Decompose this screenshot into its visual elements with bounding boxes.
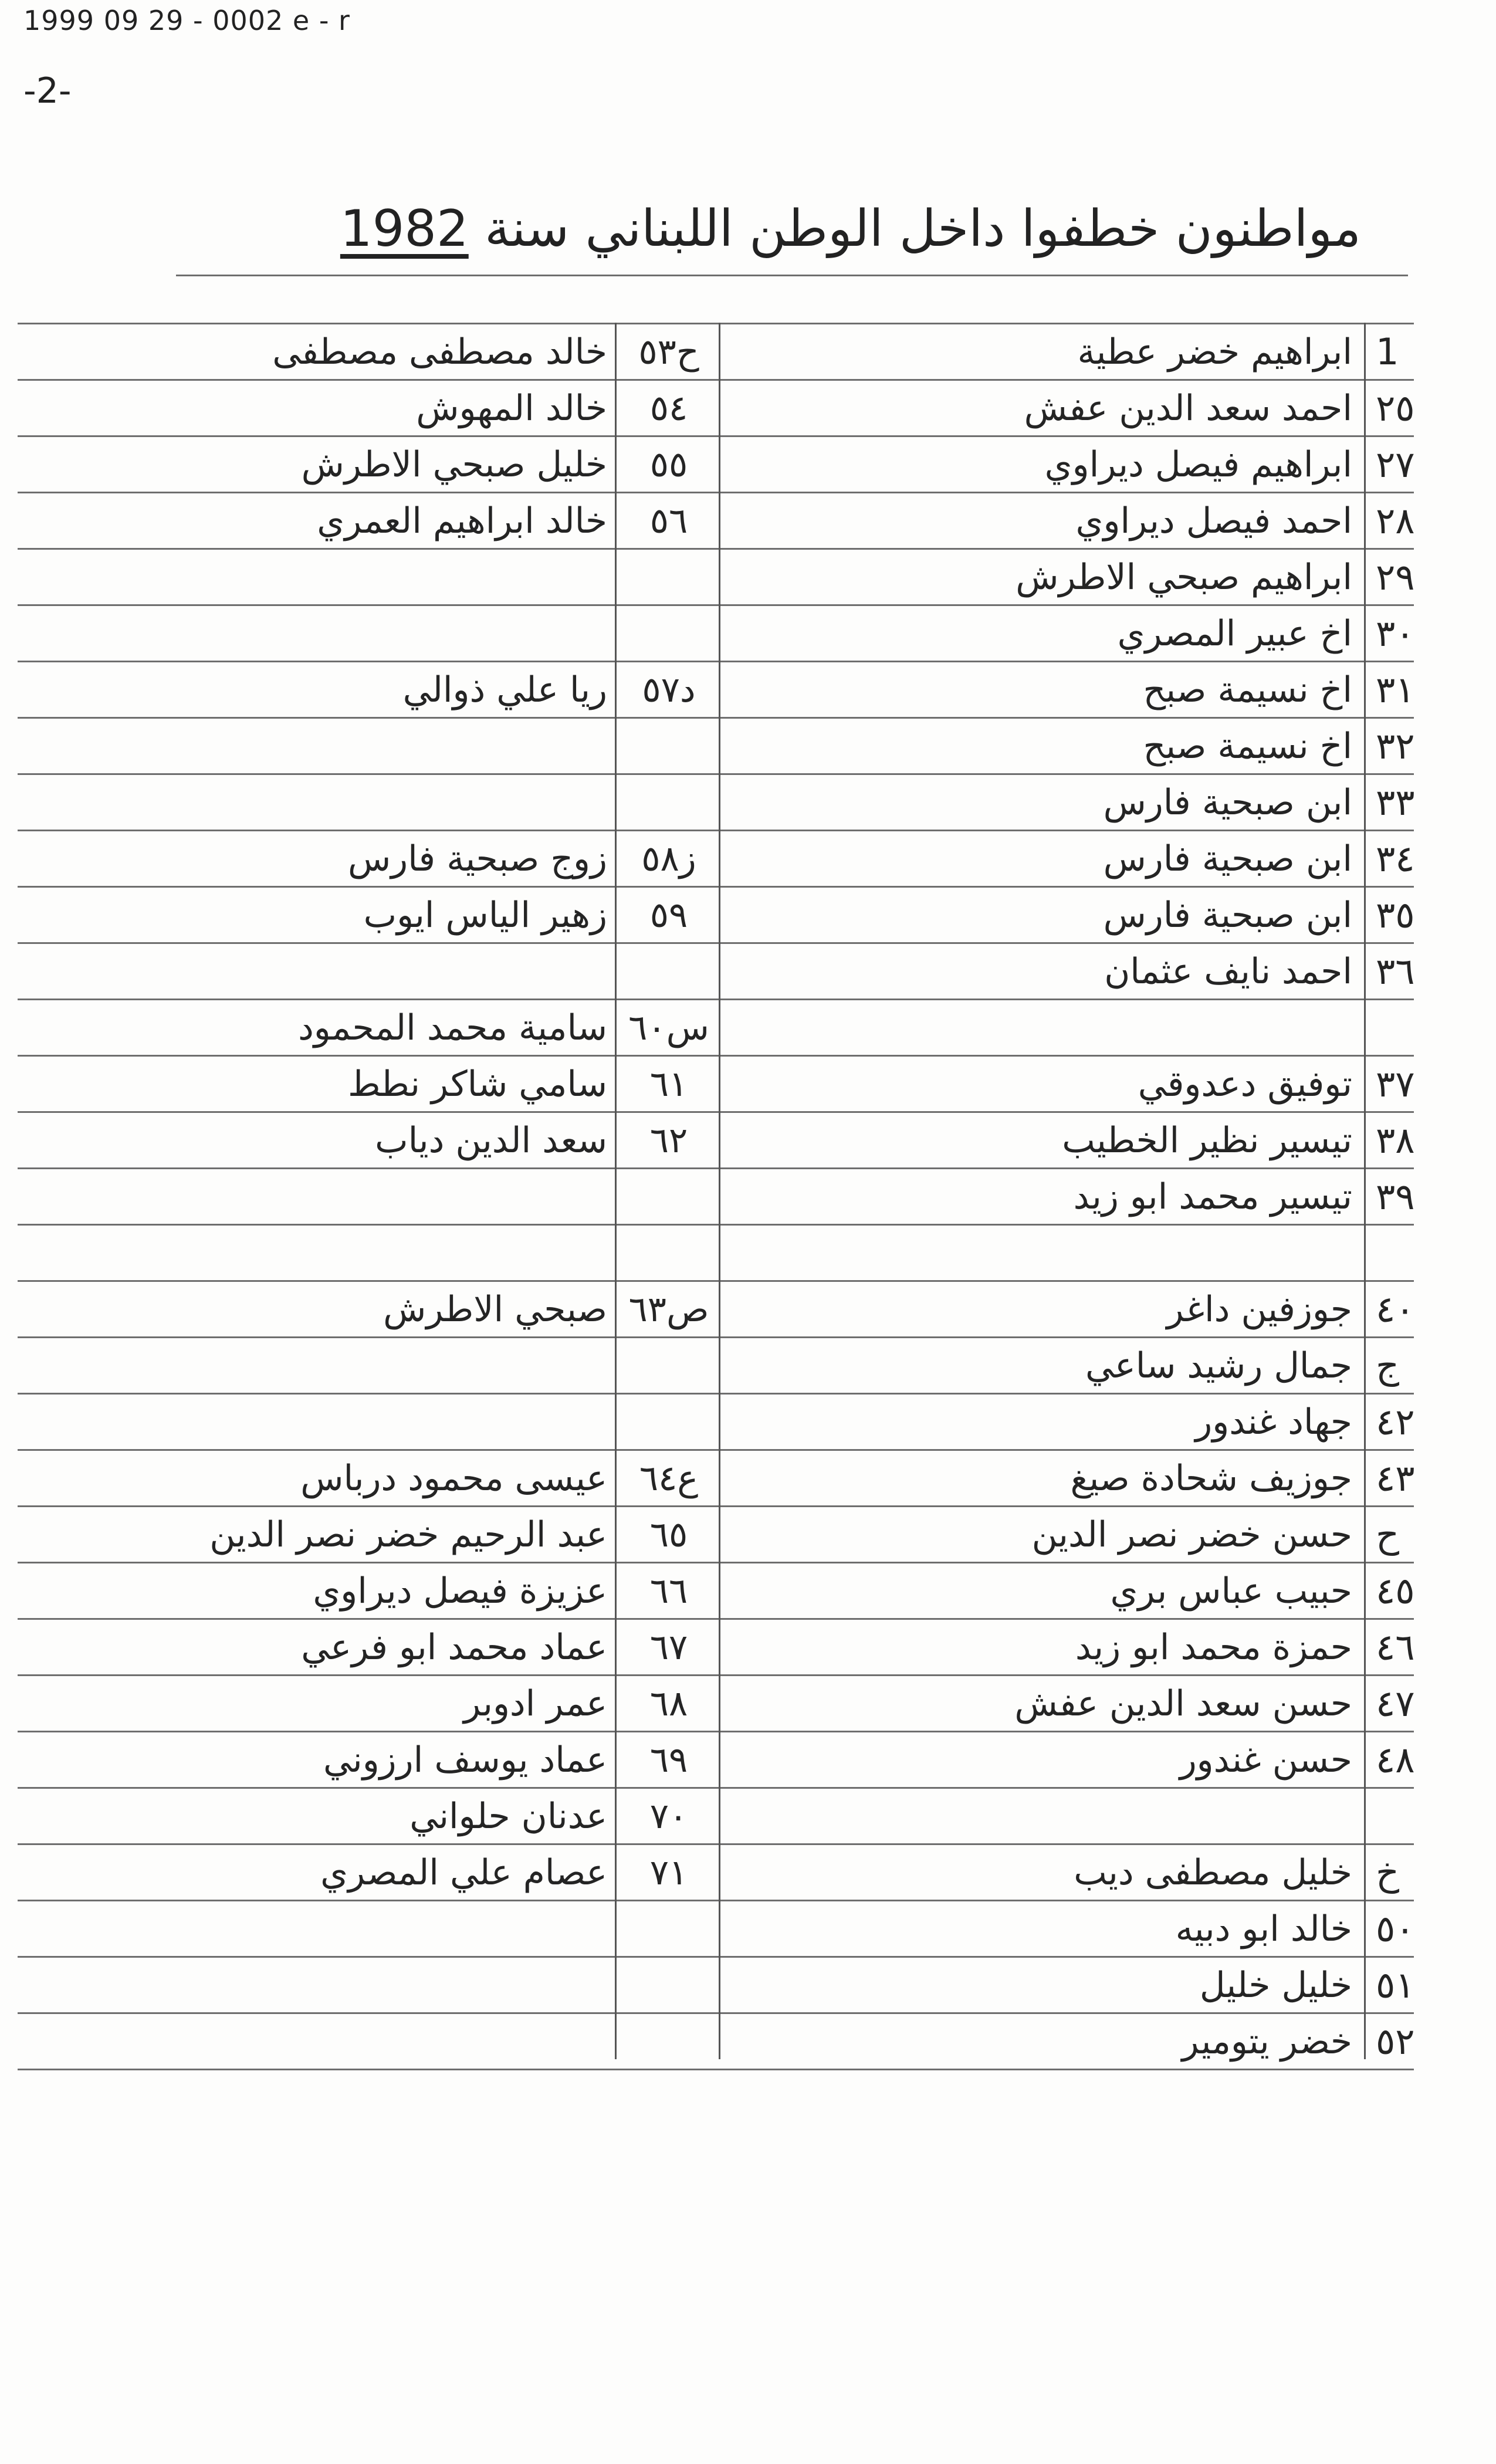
right-entry-number: ٣٣	[1376, 781, 1415, 824]
right-entry-name: احمد سعد الدين عفش	[1024, 388, 1352, 429]
row-rule	[18, 942, 1414, 944]
right-entry-number: ٣٧	[1376, 1062, 1415, 1105]
left-entry-number	[622, 1227, 716, 1279]
row-rule	[18, 604, 1414, 606]
row-rule	[18, 1731, 1414, 1732]
row-rule	[18, 773, 1414, 775]
row-rule	[18, 886, 1414, 888]
left-entry-name	[35, 1903, 607, 1955]
right-entry-name	[727, 1002, 1352, 1054]
right-entry-number: ح	[1376, 1513, 1400, 1556]
right-entry-number: ٣٩	[1376, 1175, 1415, 1218]
right-entry-number: ٤٠	[1376, 1288, 1415, 1331]
right-entry-name: احمد نايف عثمان	[1104, 951, 1352, 992]
row-rule	[18, 1224, 1414, 1226]
right-entry-number: خ	[1376, 1851, 1400, 1894]
left-entry-number: ٧٠	[649, 1796, 688, 1837]
row-rule	[18, 548, 1414, 550]
right-entry-name: ابن صبحية فارس	[1103, 782, 1352, 823]
right-entry-number: ٣٢	[1376, 725, 1415, 767]
left-entry-number: ٦٦	[649, 1571, 688, 1612]
row-rule	[18, 1111, 1414, 1113]
left-entry-name: عمر ادوبر	[463, 1683, 607, 1724]
right-entry-name: اخ عبير المصري	[1117, 613, 1352, 654]
right-entry-number: ٣٥	[1376, 893, 1415, 936]
right-entry-number: ٢٨	[1376, 499, 1415, 542]
right-entry-name: تيسير نظير الخطيب	[1062, 1120, 1352, 1161]
left-entry-name: عبد الرحيم خضر نصر الدين	[209, 1514, 607, 1555]
right-entry-name: ابراهيم صبحي الاطرش	[1016, 557, 1352, 598]
left-entry-name: سامية محمد المحمود	[298, 1007, 607, 1048]
left-entry-number	[622, 1171, 716, 1223]
title-underline	[176, 275, 1408, 276]
left-entry-name	[35, 1959, 607, 2011]
right-entry-number	[1376, 1227, 1487, 1279]
right-entry-name: ابراهيم خضر عطية	[1077, 331, 1352, 373]
right-entry-number: ٥١	[1376, 1964, 1415, 2006]
left-entry-name	[35, 1396, 607, 1448]
left-entry-number: س٦٠	[628, 1007, 709, 1048]
left-entry-number	[622, 551, 716, 603]
right-entry-number: ٢٩	[1376, 556, 1415, 598]
row-rule	[18, 1618, 1414, 1620]
row-rule	[18, 661, 1414, 662]
page-title	[176, 199, 1361, 258]
right-entry-number: ٤٢	[1376, 1400, 1415, 1443]
left-entry-number	[622, 946, 716, 997]
left-entry-number	[622, 608, 716, 659]
row-rule	[18, 323, 1414, 324]
left-entry-number: ز٥٨	[641, 838, 696, 879]
row-rule	[18, 999, 1414, 1000]
left-entry-name: عماد يوسف ارزوني	[323, 1739, 607, 1781]
row-rule	[18, 1843, 1414, 1845]
left-entry-number: ٦٧	[649, 1627, 688, 1668]
row-rule	[18, 1787, 1414, 1789]
left-entry-number	[622, 1340, 716, 1392]
left-entry-number: ص٦٣	[628, 1289, 709, 1330]
left-entry-number	[622, 777, 716, 828]
right-entry-number: ٣٠	[1376, 612, 1415, 655]
column-divider-right-numbers	[719, 323, 720, 2059]
right-entry-number: ٢٧	[1376, 443, 1415, 486]
right-entry-name: ابراهيم فيصل ديراوي	[1044, 444, 1352, 485]
document-reference: 1999 09 29 - 0002 e - r	[23, 5, 350, 36]
left-entry-name: خليل صبحي الاطرش	[301, 444, 607, 485]
left-entry-name: عدنان حلواني	[409, 1796, 607, 1837]
row-rule	[18, 1562, 1414, 1563]
left-entry-number: ٦٥	[649, 1514, 688, 1555]
right-entry-number: ٣٨	[1376, 1119, 1415, 1162]
left-entry-number: ع٦٤	[639, 1458, 699, 1499]
right-entry-number: ج	[1376, 1344, 1400, 1387]
right-entry-name: توفيق دعدوقي	[1138, 1064, 1352, 1105]
right-entry-name: احمد فيصل ديراوي	[1075, 500, 1352, 541]
right-entry-number: ٣٦	[1376, 950, 1415, 993]
left-entry-name: خالد ابراهيم العمري	[317, 500, 607, 541]
left-entry-name: صبحي الاطرش	[383, 1289, 607, 1330]
left-entry-number: ح٥٣	[638, 331, 699, 373]
left-entry-number: ٥٦	[649, 500, 688, 541]
left-entry-number: د٥٧	[642, 669, 696, 710]
right-entry-name: جمال رشيد ساعي	[1085, 1345, 1352, 1386]
right-entry-name	[727, 1227, 1352, 1279]
left-entry-number	[622, 1396, 716, 1448]
row-rule	[18, 2069, 1414, 2070]
row-rule	[18, 1055, 1414, 1057]
right-entry-name: ابن صبحية فارس	[1103, 895, 1352, 936]
row-rule	[18, 1336, 1414, 1338]
right-entry-number: ٤٦	[1376, 1626, 1415, 1668]
right-entry-number: ٤٧	[1376, 1682, 1415, 1725]
left-entry-name	[35, 777, 607, 828]
right-entry-name: خالد ابو دبيه	[1175, 1908, 1352, 1949]
row-rule	[18, 492, 1414, 493]
left-entry-name: سعد الدين دياب	[375, 1120, 607, 1161]
left-entry-name	[35, 720, 607, 772]
left-entry-name: عيسى محمود درباس	[300, 1458, 607, 1499]
left-entry-name: خالد مصطفى مصطفى	[272, 331, 607, 373]
right-entry-name: خضر يتومير	[1182, 2021, 1352, 2062]
right-entry-name: جوزيف شحادة صيغ	[1070, 1458, 1352, 1499]
right-entry-number: ٢٥	[1376, 387, 1415, 429]
right-entry-number: ٣٤	[1376, 837, 1415, 880]
left-entry-name: خالد المهوش	[416, 388, 607, 429]
row-rule	[18, 1956, 1414, 1958]
left-entry-name: ريا علي ذوالي	[402, 669, 607, 710]
left-entry-name: زوج صبحية فارس	[347, 838, 607, 879]
left-entry-number: ٦٢	[649, 1120, 688, 1161]
row-rule	[18, 435, 1414, 437]
left-entry-number	[622, 720, 716, 772]
right-entry-name: حسن سعد الدين عفش	[1014, 1683, 1352, 1724]
right-entry-number: ٣١	[1376, 668, 1415, 711]
row-rule	[18, 1900, 1414, 1901]
row-rule	[18, 1449, 1414, 1451]
left-entry-name: عزيزة فيصل ديراوي	[313, 1571, 607, 1612]
right-entry-number: ٤٣	[1376, 1457, 1415, 1500]
right-entry-number	[1376, 1002, 1487, 1054]
right-entry-name: ابن صبحية فارس	[1103, 838, 1352, 879]
right-entry-number: ٥٠	[1376, 1907, 1415, 1950]
left-entry-name	[35, 551, 607, 603]
row-rule	[18, 1674, 1414, 1676]
right-entry-name: حسن خضر نصر الدين	[1031, 1514, 1352, 1555]
right-entry-number	[1376, 1791, 1487, 1842]
left-entry-number: ٦٩	[649, 1739, 688, 1781]
row-rule	[18, 717, 1414, 719]
row-rule	[18, 1505, 1414, 1507]
right-entry-name: حمزة محمد ابو زيد	[1075, 1627, 1352, 1668]
row-rule	[18, 1393, 1414, 1395]
right-entry-name: خليل مصطفى ديب	[1074, 1852, 1352, 1893]
right-entry-name: اخ نسيمة صبح	[1143, 726, 1352, 767]
right-entry-name: جوزفين داغر	[1166, 1289, 1352, 1330]
right-entry-name: تيسير محمد ابو زيد	[1073, 1176, 1352, 1217]
left-entry-name	[35, 1171, 607, 1223]
title-text: مواطنون خطفوا داخل الوطن اللبناني سنة	[485, 199, 1361, 258]
left-entry-name	[35, 2016, 607, 2067]
row-rule	[18, 2012, 1414, 2014]
left-entry-number: ٦١	[649, 1064, 688, 1105]
right-entry-name	[727, 1791, 1352, 1842]
left-entry-name: عصام علي المصري	[320, 1852, 607, 1893]
left-entry-number	[622, 2016, 716, 2067]
left-entry-name: زهير الياس ايوب	[363, 895, 607, 936]
left-entry-name	[35, 608, 607, 659]
left-entry-number	[622, 1959, 716, 2011]
left-entry-name	[35, 1340, 607, 1392]
left-entry-number: ٥٤	[649, 388, 688, 429]
title-year: 1982	[340, 199, 469, 258]
left-entry-number: ٥٥	[649, 444, 688, 485]
left-entry-number	[622, 1903, 716, 1955]
right-entry-name: خليل خليل	[1199, 1965, 1352, 2006]
page-number: -2-	[23, 70, 72, 111]
right-entry-name: جهاد غندور	[1195, 1402, 1352, 1443]
left-entry-name	[35, 946, 607, 997]
right-entry-number: ٤٨	[1376, 1738, 1415, 1781]
row-rule	[18, 1167, 1414, 1169]
right-entry-name: حسن غندور	[1179, 1739, 1352, 1781]
left-entry-name: سامي شاكر نطط	[348, 1064, 607, 1105]
right-entry-name: حبيب عباس بري	[1110, 1571, 1352, 1612]
left-entry-name: عماد محمد ابو فرعي	[301, 1627, 607, 1668]
column-divider-right-edge	[1364, 323, 1366, 2059]
right-entry-number: 1	[1376, 330, 1399, 373]
row-rule	[18, 830, 1414, 831]
column-divider-left-numbers	[615, 323, 617, 2059]
right-entry-number: ٥٢	[1376, 2020, 1415, 2063]
left-entry-number: ٦٨	[649, 1683, 688, 1724]
left-entry-name	[35, 1227, 607, 1279]
left-entry-number: ٥٩	[649, 895, 688, 936]
row-rule	[18, 1280, 1414, 1282]
left-entry-number: ٧١	[649, 1852, 688, 1893]
row-rule	[18, 379, 1414, 381]
right-entry-name: اخ نسيمة صبح	[1143, 669, 1352, 710]
right-entry-number: ٤٥	[1376, 1569, 1415, 1612]
